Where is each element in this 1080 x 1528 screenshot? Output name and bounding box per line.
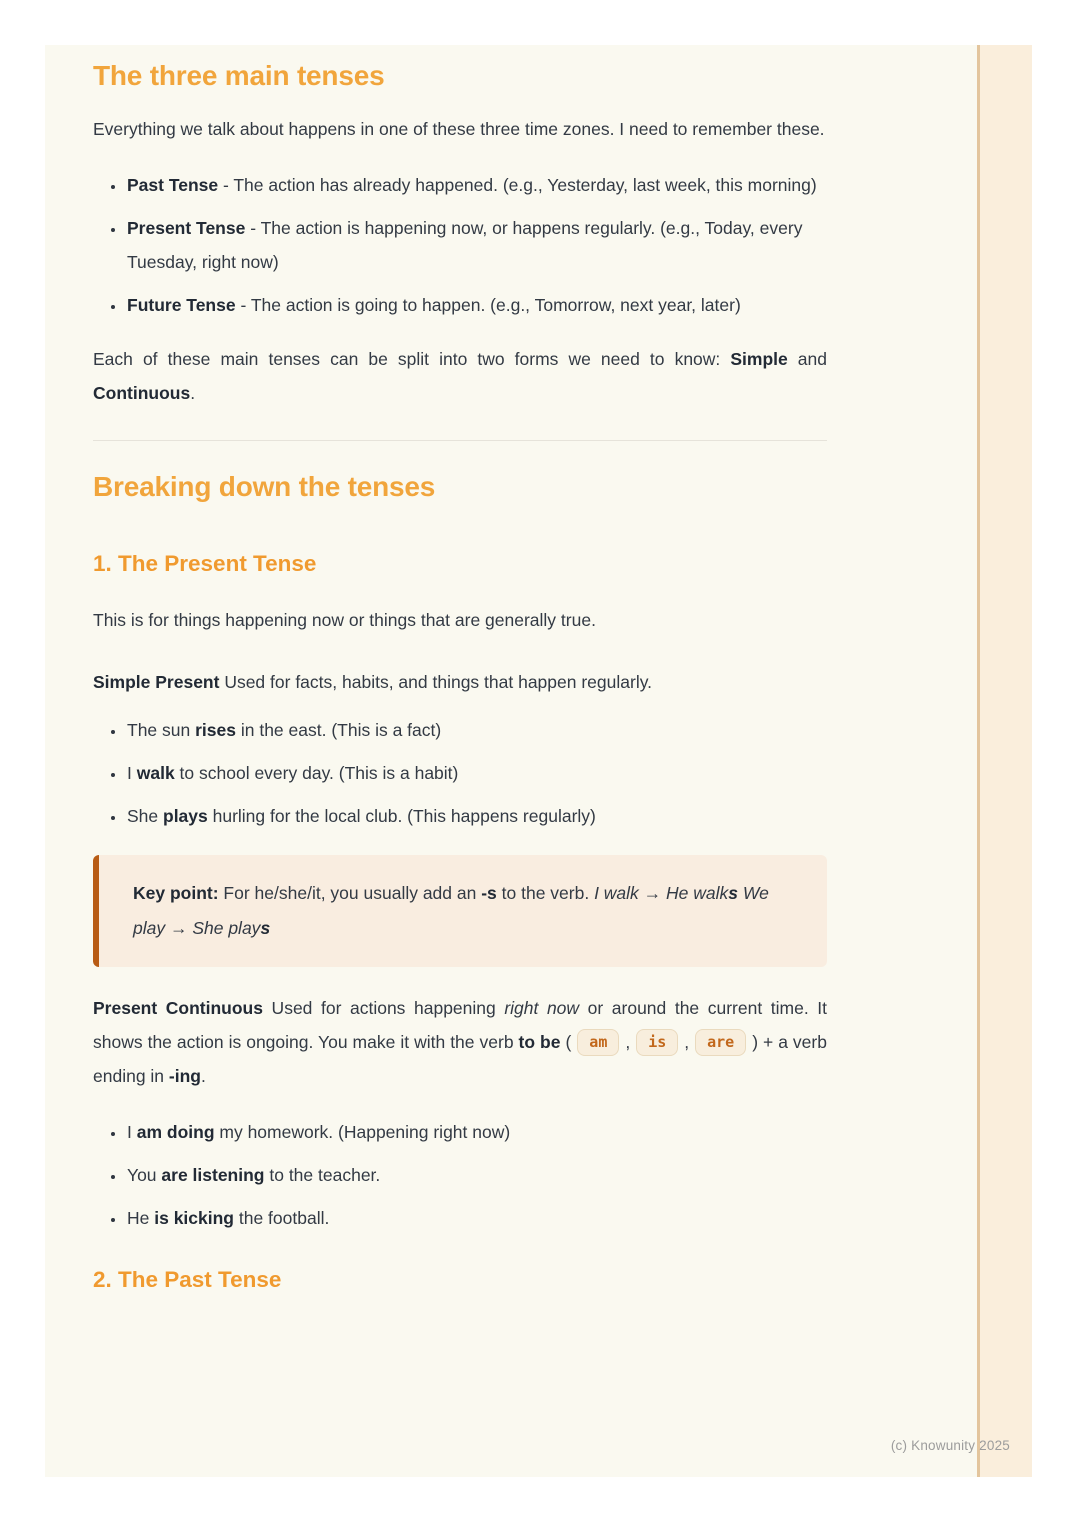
list-item-present-tense: • Present Tense - The action is happening now, or happens regularly. (e.g., Today, every Tuesday, right now) xyxy=(126,211,827,279)
subheading-past-tense: 2. The Past Tense xyxy=(93,1267,282,1292)
list-item-example-am-doing: • I am doing my homework. (Happening right now) xyxy=(126,1115,827,1149)
list-item-example-plays: • She plays hurling for the local club. (This happens regularly) xyxy=(126,799,827,833)
code-chip: am xyxy=(577,1029,619,1056)
present-continuous-paragraph: Present Continuous Used for actions happening right now or around the current time. It shows the action is ongoing. You make it with the verb to be ( am , is , are ) + a verb ending in -ing. xyxy=(93,998,827,1086)
heading-three-main-tenses: The three main tenses xyxy=(93,60,385,91)
key-point-callout xyxy=(93,855,827,967)
simple-present-examples-list xyxy=(93,713,827,833)
key-point-text: Key point: For he/she/it, you usually add an -s to the verb. I walk → He walks We play → She plays xyxy=(133,883,769,938)
present-continuous-examples-list xyxy=(93,1115,827,1235)
simple-present-paragraph: Simple Present Used for facts, habits, and things that happen regularly. xyxy=(93,672,653,692)
list-item-example-rises: • The sun rises in the east. (This is a fact) xyxy=(126,713,827,747)
list-item-example-walk: • I walk to school every day. (This is a habit) xyxy=(126,756,827,790)
list-item-example-are-listening: • You are listening to the teacher. xyxy=(126,1158,827,1192)
list-item-example-is-kicking: • He is kicking the football. xyxy=(126,1201,827,1235)
page-edge-stripe xyxy=(977,45,1032,1477)
list-item-past-tense: • Past Tense - The action has already happened. (e.g., Yesterday, last week, this morning) xyxy=(126,168,827,202)
heading-breaking-down-tenses: Breaking down the tenses xyxy=(93,471,436,502)
intro-paragraph: Everything we talk about happens in one of these three time zones. I need to remember these. xyxy=(93,119,825,139)
notes-card xyxy=(45,45,1032,1477)
split-forms-paragraph: Each of these main tenses can be split into two forms we need to know: Simple and Continuous. xyxy=(93,349,827,403)
present-tense-intro-paragraph: This is for things happening now or things that are generally true. xyxy=(93,610,596,630)
list-item-future-tense: • Future Tense - The action is going to happen. (e.g., Tomorrow, next year, later) xyxy=(126,288,827,322)
notes-content xyxy=(93,45,827,1295)
code-chip: is xyxy=(636,1029,678,1056)
subheading-present-tense: 1. The Present Tense xyxy=(93,551,317,576)
section-divider xyxy=(93,440,827,441)
code-chip: are xyxy=(695,1029,746,1056)
tenses-list xyxy=(93,168,827,322)
copyright-notice: (c) Knowunity 2025 xyxy=(890,1438,1010,1453)
